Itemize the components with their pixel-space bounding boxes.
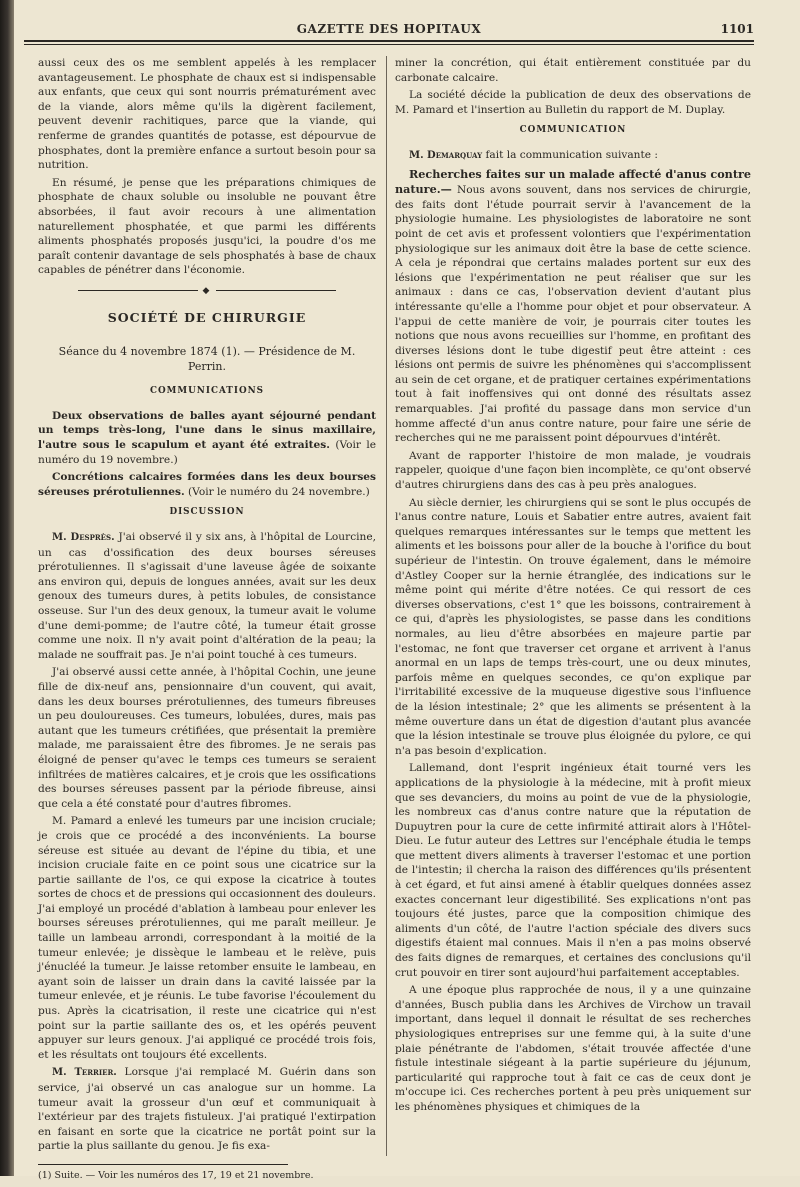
page-binding <box>0 0 14 1176</box>
speaker-text: Lorsque j'ai remplacé M. Guérin dans son service, j'ai observé un cas analogue sur un homme. La tumeur avait la grosseur d'un œuf et communiquait à l'extérieur par des trajets fistuleux. J'ai pratiqué l'extirpation en faisant en sorte que la cicatrice ne portât point sur la partie la plus saillante du genou. Je fis exa- <box>38 1066 376 1153</box>
paragraph: aussi ceux des os me semblent appelés à les remplacer avantageusement. Le phosphate de chaux est si indispensable aux enfants, que ceux qui sont nourris prématurément avec de la viande, alors même qu'ils la digèrent facilement, peuvent devenir rachitiques, parce que la viande, qui renferme de grandes quantités de potasse, est dépourvue de phosphates, dont la première enfance a surtout besoin pour sa nutrition. <box>38 57 376 172</box>
column-divider <box>386 56 387 1156</box>
paragraph: Lallemand, dont l'esprit ingénieux était tourné vers les applications de la physiologie à la médecine, mit à profit mieux que ses devanciers, du moins au point de vue de la physiologie, les nombreux cas d'anus contre nature que la réputation de Dupuytren pour la cure de cette infirmité attirait alors à l'Hôtel-Dieu. Le futur auteur des Lettres sur l'encéphale étudia le temps que mettent divers aliments à traverser l'estomac et une portion de l'intestin; il chercha la raison des différences qu'ils présentent à cet égard, et fut ainsi amené à établir quelques données assez exactes concernant leur digestibilité. Ses explications n'ont pas toujours été justes, parce que la composition chimique des aliments d'un côté, de l'autre l'action spéciale des divers sucs digestifs étaient mal connues. Mais il n'en a pas moins observé des faits dignes de remarques, et certaines des conclusions qu'il crut pouvoir en tirer sont aujourd'hui parfaitement acceptables. <box>395 762 751 979</box>
communication-heading: COMMUNICATION <box>519 125 627 136</box>
paragraph <box>38 530 376 662</box>
paragraph: Avant de rapporter l'histoire de mon malade, je voudrais rappeler, quoique d'une façon bien incomplète, ce qu'ont observé d'autres chirurgiens dans des cas à peu près analogues. <box>395 449 751 492</box>
communications-heading: COMMUNICATIONS <box>149 386 265 397</box>
communication-item <box>38 409 376 467</box>
left-column <box>38 56 376 1187</box>
footnote-rule <box>38 1164 288 1165</box>
right-column <box>395 56 751 1118</box>
meeting-line: Séance du 4 novembre 1874 (1). — Présidence de M. Perrin. <box>58 345 356 373</box>
paragraph: J'ai observé aussi cette année, à l'hôpital Cochin, une jeune fille de dix-neuf ans, pensionnaire d'un couvent, qui avait, dans les deux bourses prérotuliennes, des tumeurs fibreuses un peu douloureuses. Ces tumeurs, lobulées, dures, mais pas autant que les tumeurs crétifiées, que présentait la première malade, me paraissaient être des fibromes. Je ne serais pas éloigné de penser qu'avec le temps ces tumeurs se seraient infiltrées de matières calcaires, et je crois que les ossifications des bourses séreuses passent par la période fibreuse, ainsi que cela a été constaté pour d'autres fibromes. <box>38 666 376 810</box>
speaker-name: M. Terrier. <box>52 1067 117 1079</box>
section-title: SOCIÉTÉ DE CHIRURGIE <box>107 309 307 325</box>
paper-text: Nous avons souvent, dans nos services de chirurgie, des faits dont l'étude pourrait servir à l'avancement de la physiologie humaine. Les physiologistes de laboratoire ne sont point de cet avis et professent volontiers que l'expérimentation physiologique sur les animaux doit être la base de cette science. A cela je répondrai que certains malades portent sur eux des lésions que l'expérimentation ne peut réaliser que sur les animaux : dans ce cas, l'observation devient d'autant plus intéressante qu'elle a l'homme pour objet et pour observateur. A l'appui de cette manière de voir, je pourrais citer toutes les notions que nous avons recueillies sur l'homme, en profitant des diverses lésions dont le tube digestif peut être atteint : ces lésions ont permis de suivre les phénomènes qui s'accomplissent au sein de cet organe, et de pratiquer certaines expérimentations tout à fait inoffensives qui ont donné des résultats assez remarquables. J'ai profité du passage dans mon service d'un homme affecté d'un anus contre nature, pour faire une série de recherches qui ne me paraissent point dépourvues d'intérêt. <box>395 184 751 445</box>
speaker-text: fait la communication suivante : <box>482 148 658 161</box>
footnote: (1) Suite. — Voir les numéros des 17, 19 et 21 novembre. <box>38 1169 314 1181</box>
communication-title: Concrétions calcaires formées dans les deux bourses séreuses prérotuliennes. <box>38 471 376 498</box>
speaker-name: M. Demarquay <box>409 149 483 161</box>
speaker-text: J'ai observé il y six ans, à l'hôpital de Lourcine, un cas d'ossification des deux bourses séreuses prérotuliennes. Il s'agissait d'une laveuse âgée de soixante ans environ qui, depuis de longues années, avait sur les deux genoux des tumeurs dures, à petits lobules, de consistance osseuse. Sur l'un des deux genoux, la tumeur avait le volume d'une demi-pomme; de l'autre côté, la tumeur était grosse comme une noix. Il n'y avait point d'altération de la peau; la malade ne souffrait pas. Je n'ai point touché à ces tumeurs. <box>38 531 376 661</box>
paragraph: A une époque plus rapprochée de nous, il y a une quinzaine d'années, Busch publia dans les Archives de Virchow un travail important, dans lequel il donnait le résultat de ses recherches physiologiques entreprises sur une femme qui, à la suite d'une plaie pénétrante de l'abdomen, s'était trouvée affectée d'une fistule intestinale siégeant à la partie supérieure du jéjunum, particularité qui rapproche tout à fait ce cas de ceux dont je m'occupe ici. Ces recherches portent à peu près uniquement sur les phénomènes physiques et chimiques de la <box>395 984 751 1113</box>
paragraph <box>395 148 751 164</box>
page-number: 1101 <box>720 22 754 36</box>
paragraph: M. Pamard a enlevé les tumeurs par une incision cruciale; je crois que ce procédé a des inconvénients. La bourse séreuse est située au devant de l'épine du tibia, et une incision cruciale faite en ce point sous une cicatrice sur la partie saillante de l'os, ce qui expose la cicatrice à toutes sortes de chocs et de pressions qui occasionnent des douleurs. J'ai employé un procédé d'ablation à lambeau pour enlever les bourses séreuses prérotuliennes, qui me paraît meilleur. Je taille un lambeau arrondi, correspondant à la moitié de la tumeur enlevée; je dissèque le lambeau et le relève, puis j'énucléé la tumeur. Je laisse retomber ensuite le lambeau, en ayant soin de laisser un drain dans la cavité laissée par la tumeur enlevée, et je réunis. Le tube favorise l'écoulement du pus. Après la cicatrisation, il reste une cicatrice qui n'est point sur la partie saillante des os, et les opérés peuvent appuyer sur leurs genoux. J'ai appliqué ce procédé trois fois, et les résultats ont toujours été excellents. <box>38 815 376 1061</box>
header-rule-thin <box>24 44 754 45</box>
communication-ref: (Voir le numéro du 24 novembre.) <box>184 485 370 498</box>
paragraph <box>395 167 751 446</box>
running-title: GAZETTE DES HOPITAUX <box>296 22 482 36</box>
discussion-heading: DISCUSSION <box>169 507 245 518</box>
speaker-name: M. Desprès. <box>52 532 115 544</box>
header-rule <box>24 40 754 42</box>
communication-ref: (Voir le numéro du 19 novembre.) <box>38 439 376 466</box>
paragraph: Au siècle dernier, les chirurgiens qui se sont le plus occupés de l'anus contre nature, Louis et Sabatier entre autres, avaient fait quelques remarques intéressantes sur le temps que mettent les aliments et les boissons pour aller de la bouche à l'orifice du bout supérieur de l'intestin. On trouve également, dans le mémoire d'Astley Cooper sur la hernie étranglée, des indications sur le même point qui mérite d'être notées. Ce qui ressort de ces diverses observations, c'est 1° que les boissons, contrairement à ce qui, d'après les physiologistes, se passe dans les conditions normales, au lieu d'être absorbées en majeure partie par l'estomac, ne font que traverser cet organe et arrivent à l'anus anormal en un laps de temps très-court, une ou deux minutes, parfois même en quelques secondes, ce qu'on explique par l'irritabilité excessive de la muqueuse digestive sous l'influence de la lésion intestinale; 2° que les aliments se présentent à la même ouverture dans un état de digestion d'autant plus avancée que la lésion intestinale se trouve plus éloignée du pylore, ce qui n'a pas besoin d'explication. <box>395 496 751 757</box>
paragraph: miner la concrétion, qui était entièrement constituée par du carbonate calcaire. <box>395 57 751 84</box>
paragraph: La société décide la publication de deux des observations de M. Pamard et l'insertion au Bulletin du rapport de M. Duplay. <box>395 89 751 116</box>
paragraph: En résumé, je pense que les préparations chimiques de phosphate de chaux soluble ou insoluble ne pouvant être absorbées, il faut avoir recours à une alimentation naturellement phosphatée, et que parmi les différents aliments phosphatés proposés jusqu'ici, la poudre d'os me paraît contenir davantage de sels phosphatés à base de chaux capables de pénétrer dans l'économie. <box>38 176 376 277</box>
communication-item <box>38 470 376 499</box>
paragraph <box>38 1065 376 1154</box>
paper-title: Recherches faites sur un malade affecté d'anus contre nature.— <box>395 166 751 197</box>
ornament-divider: ◆ <box>38 284 376 299</box>
communication-title: Deux observations de balles ayant séjourné pendant un temps très-long, l'une dans le sinus maxillaire, l'autre sous le scapulum et ayant été extraites. <box>38 409 376 452</box>
